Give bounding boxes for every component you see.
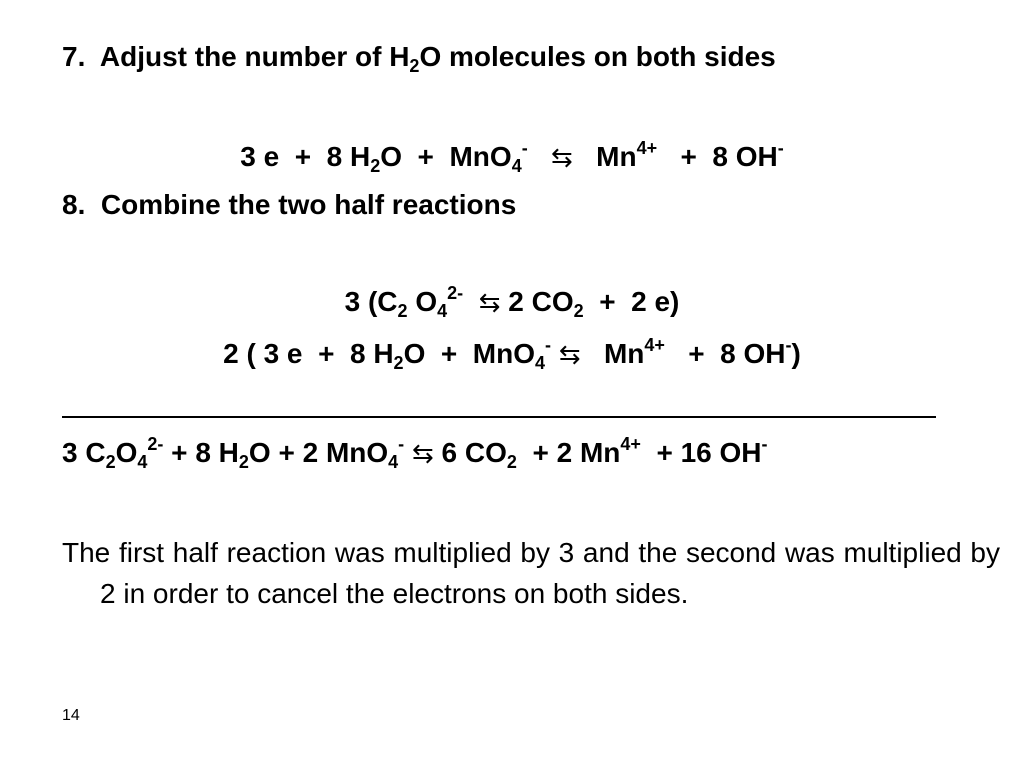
page-number: 14 — [62, 707, 80, 724]
subscript: 2 — [370, 156, 381, 176]
superscript: - — [777, 138, 784, 158]
eq-text: + 2 Mn — [516, 437, 621, 468]
step-8-heading: 8. Combine the two half reactions — [62, 189, 517, 220]
superscript: 4+ — [644, 335, 665, 355]
equilibrium-arrow-icon: ⇆ — [411, 438, 434, 468]
superscript: - — [545, 335, 552, 355]
superscript: 4+ — [620, 434, 641, 454]
eq-text: ) — [791, 338, 801, 369]
eq-text: O — [115, 437, 138, 468]
subscript: 4 — [437, 301, 448, 321]
heading-text: O molecules on both sides — [419, 41, 776, 72]
oxidation-half-reaction — [0, 285, 1024, 319]
reduction-half-reaction — [0, 337, 1024, 371]
eq-text: 6 CO — [433, 437, 507, 468]
net-reaction-equation — [62, 436, 768, 470]
half-reaction-equation — [0, 140, 1024, 174]
subscript: 2 — [409, 56, 420, 76]
superscript: - — [785, 335, 792, 355]
eq-text: 3 (C — [344, 286, 398, 317]
equilibrium-arrow-icon: ⇆ — [551, 142, 573, 172]
eq-text: + 16 OH — [640, 437, 762, 468]
eq-text: Mn — [572, 141, 637, 172]
eq-text: O — [407, 286, 438, 317]
equilibrium-arrow-icon: ⇆ — [478, 287, 501, 317]
eq-text: 3 e + 8 H — [240, 141, 371, 172]
superscript: - — [521, 138, 528, 158]
subscript: 2 — [573, 301, 584, 321]
eq-text: O + MnO — [403, 338, 536, 369]
explanation-paragraph: The first half reaction was multiplied by 3 and the second was multiplied by 2 in order to cancel the electrons on both sides. — [62, 537, 1000, 609]
superscript: 4+ — [636, 138, 658, 158]
summation-divider — [62, 416, 936, 418]
eq-text: Mn — [580, 338, 645, 369]
superscript: 2- — [147, 434, 164, 454]
eq-text: + 8 OH — [664, 338, 786, 369]
eq-text: O + MnO — [380, 141, 512, 172]
eq-text: + 8 H — [163, 437, 239, 468]
eq-text: O + 2 MnO — [248, 437, 389, 468]
superscript: 2- — [447, 283, 464, 303]
eq-text: 3 C — [62, 437, 106, 468]
step-7-heading — [62, 40, 776, 74]
subscript: 4 — [511, 156, 522, 176]
subscript: 2 — [105, 452, 116, 472]
eq-text: + 8 OH — [657, 141, 778, 172]
eq-text: + 2 e) — [583, 286, 680, 317]
subscript: 4 — [388, 452, 399, 472]
eq-text: 2 CO — [500, 286, 574, 317]
subscript: 4 — [137, 452, 148, 472]
subscript: 2 — [238, 452, 249, 472]
subscript: 4 — [535, 353, 546, 373]
subscript: 2 — [397, 301, 408, 321]
subscript: 2 — [506, 452, 517, 472]
superscript: - — [761, 434, 768, 454]
subscript: 2 — [393, 353, 404, 373]
superscript: - — [398, 434, 405, 454]
heading-text: 7. Adjust the number of H — [62, 41, 410, 72]
equilibrium-arrow-icon: ⇆ — [558, 339, 581, 369]
eq-text: 2 ( 3 e + 8 H — [223, 338, 394, 369]
